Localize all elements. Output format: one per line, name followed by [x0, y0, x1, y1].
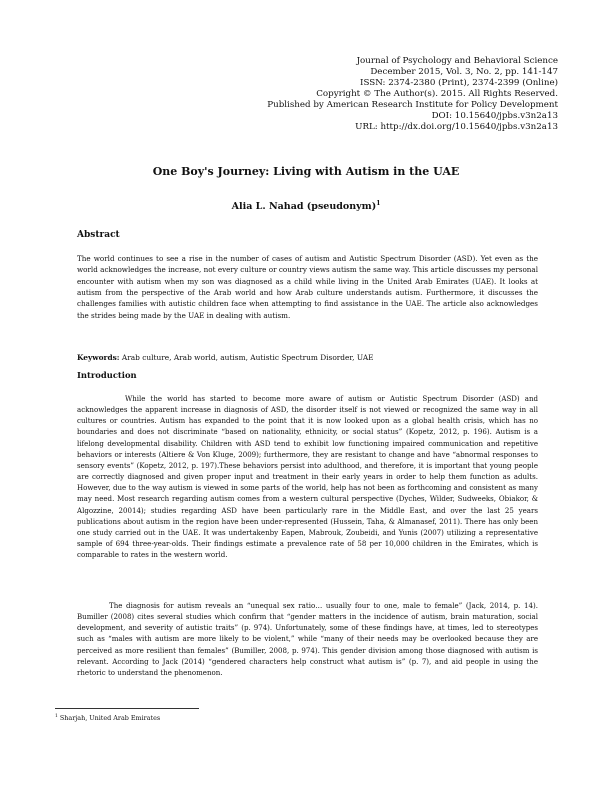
abstract-heading: Abstract: [77, 230, 120, 240]
keywords-line: [77, 353, 538, 363]
journal-url: URL: http://dx.doi.org/10.15640/jpbs.v3n2a13: [355, 122, 558, 132]
footnote-mark: 1: [55, 713, 58, 719]
footnote: [55, 714, 160, 722]
introduction-heading: Introduction: [77, 370, 137, 380]
author-line: [0, 201, 612, 212]
journal-issn: ISSN: 2374-2380 (Print), 2374-2399 (Online): [360, 78, 558, 88]
footnote-text: Sharjah, United Arab Emirates: [59, 714, 161, 722]
introduction-paragraph-2: The diagnosis for autism reveals an “unequal sex ratio… usually four to one, male to female” (Jack, 2014, p. 14). Bumiller (2008) cites several studies which confirm that “gender matters in the incidence of autism, brain maturation, social development, and severity of autistic traits” (p. 974). Unfortunately, some of these findings have, at times, led to stereotypes such as “males with autism are more likely to be violent,” while “many of their needs may be overlooked because they are perceived as more resilient than females” (Bumiller, 2008, p. 974). This gender division among those diagnosed with autism is relevant. According to Jack (2014) “gendered characters help construct what autism is” (p. 7), and aid people in using the rhetoric to understand the phenomenon.: [77, 601, 538, 677]
journal-name: Journal of Psychology and Behavioral Science: [356, 56, 558, 66]
paper-title: One Boy's Journey: Living with Autism in the UAE: [152, 165, 460, 178]
journal-doi: DOI: 10.15640/jpbs.v3n2a13: [431, 111, 558, 121]
journal-publisher: Published by American Research Institute for Policy Development: [267, 100, 558, 110]
journal-issue: December 2015, Vol. 3, No. 2, pp. 141-147: [370, 67, 558, 77]
footnote-divider: [55, 708, 199, 709]
author-footnote-mark: 1: [376, 199, 381, 207]
author-name: Alia L. Nahad (pseudonym): [231, 201, 377, 212]
keywords-label: Keywords:: [77, 353, 120, 362]
journal-copyright: Copyright © The Author(s). 2015. All Rights Reserved.: [316, 89, 558, 99]
introduction-paragraph-1: While the world has started to become more aware of autism or Autistic Spectrum Disorder (ASD) and acknowledges the apparent increase in diagnosis of ASD, the disorder itself is not viewed or recognized the same way in all cultures or countries. Autism has expanded to the point that it is now looked upon as a global health crisis, which has no boundaries and does not discriminate “based on nationality, ethnicity, or social status” (Kopetz, 2012, p. 196). Autism is a lifelong developmental disability. Children with ASD tend to exhibit low functioning impaired communication and repetitive behaviors or interests (Altiere & Von Kluge, 2009); furthermore, they are resistant to change and have “abnormal responses to sensory events” (Kopetz, 2012, p. 197).These behaviors persist into adulthood, and therefore, it is important that young people are correctly diagnosed and given proper input and treatment in their early years in order to help them function as adults. However, due to the way autism is viewed in some parts of the world, help has not been as forthcoming and consistent as many may need. Most research regarding autism comes from a western cultural perspective (Dyches, Wilder, Sudweeks, Obiakor, & Algozzine, 20014); studies regarding ASD have been particularly rare in the Middle East, and over the last 25 years publications about autism in the region have been under-represented (Hussein, Taha, & Almanasef, 2011). There has only been one study carried out in the UAE. It was undertakenby Eapen, Mabrouk, Zoubeidi, and Yunis (2007) utilizing a representative sample of 694 three-year-olds. Their findings estimate a prevalence rate of 58 per 10,000 children in the Emirates, which is comparable to rates in the western world.: [77, 394, 538, 560]
journal-header: [218, 56, 558, 133]
abstract-text: The world continues to see a rise in the number of cases of autism and Autistic Spectrum Disorder (ASD). Yet even as the world acknowledges the increase, not every culture or country views autism the same way. This article discusses my personal encounter with autism when my son was diagnosed as a child while living in the United Arab Emirates (UAE). It looks at autism from the perspective of the Arab world and how Arab culture understands autism. Furthermore, it discusses the challenges families with autistic children face when attempting to find assistance in the UAE. The article also acknowledges the strides being made by the UAE in dealing with autism.: [77, 254, 538, 320]
keywords-text: Arab culture, Arab world, autism, Autistic Spectrum Disorder, UAE: [121, 353, 374, 362]
